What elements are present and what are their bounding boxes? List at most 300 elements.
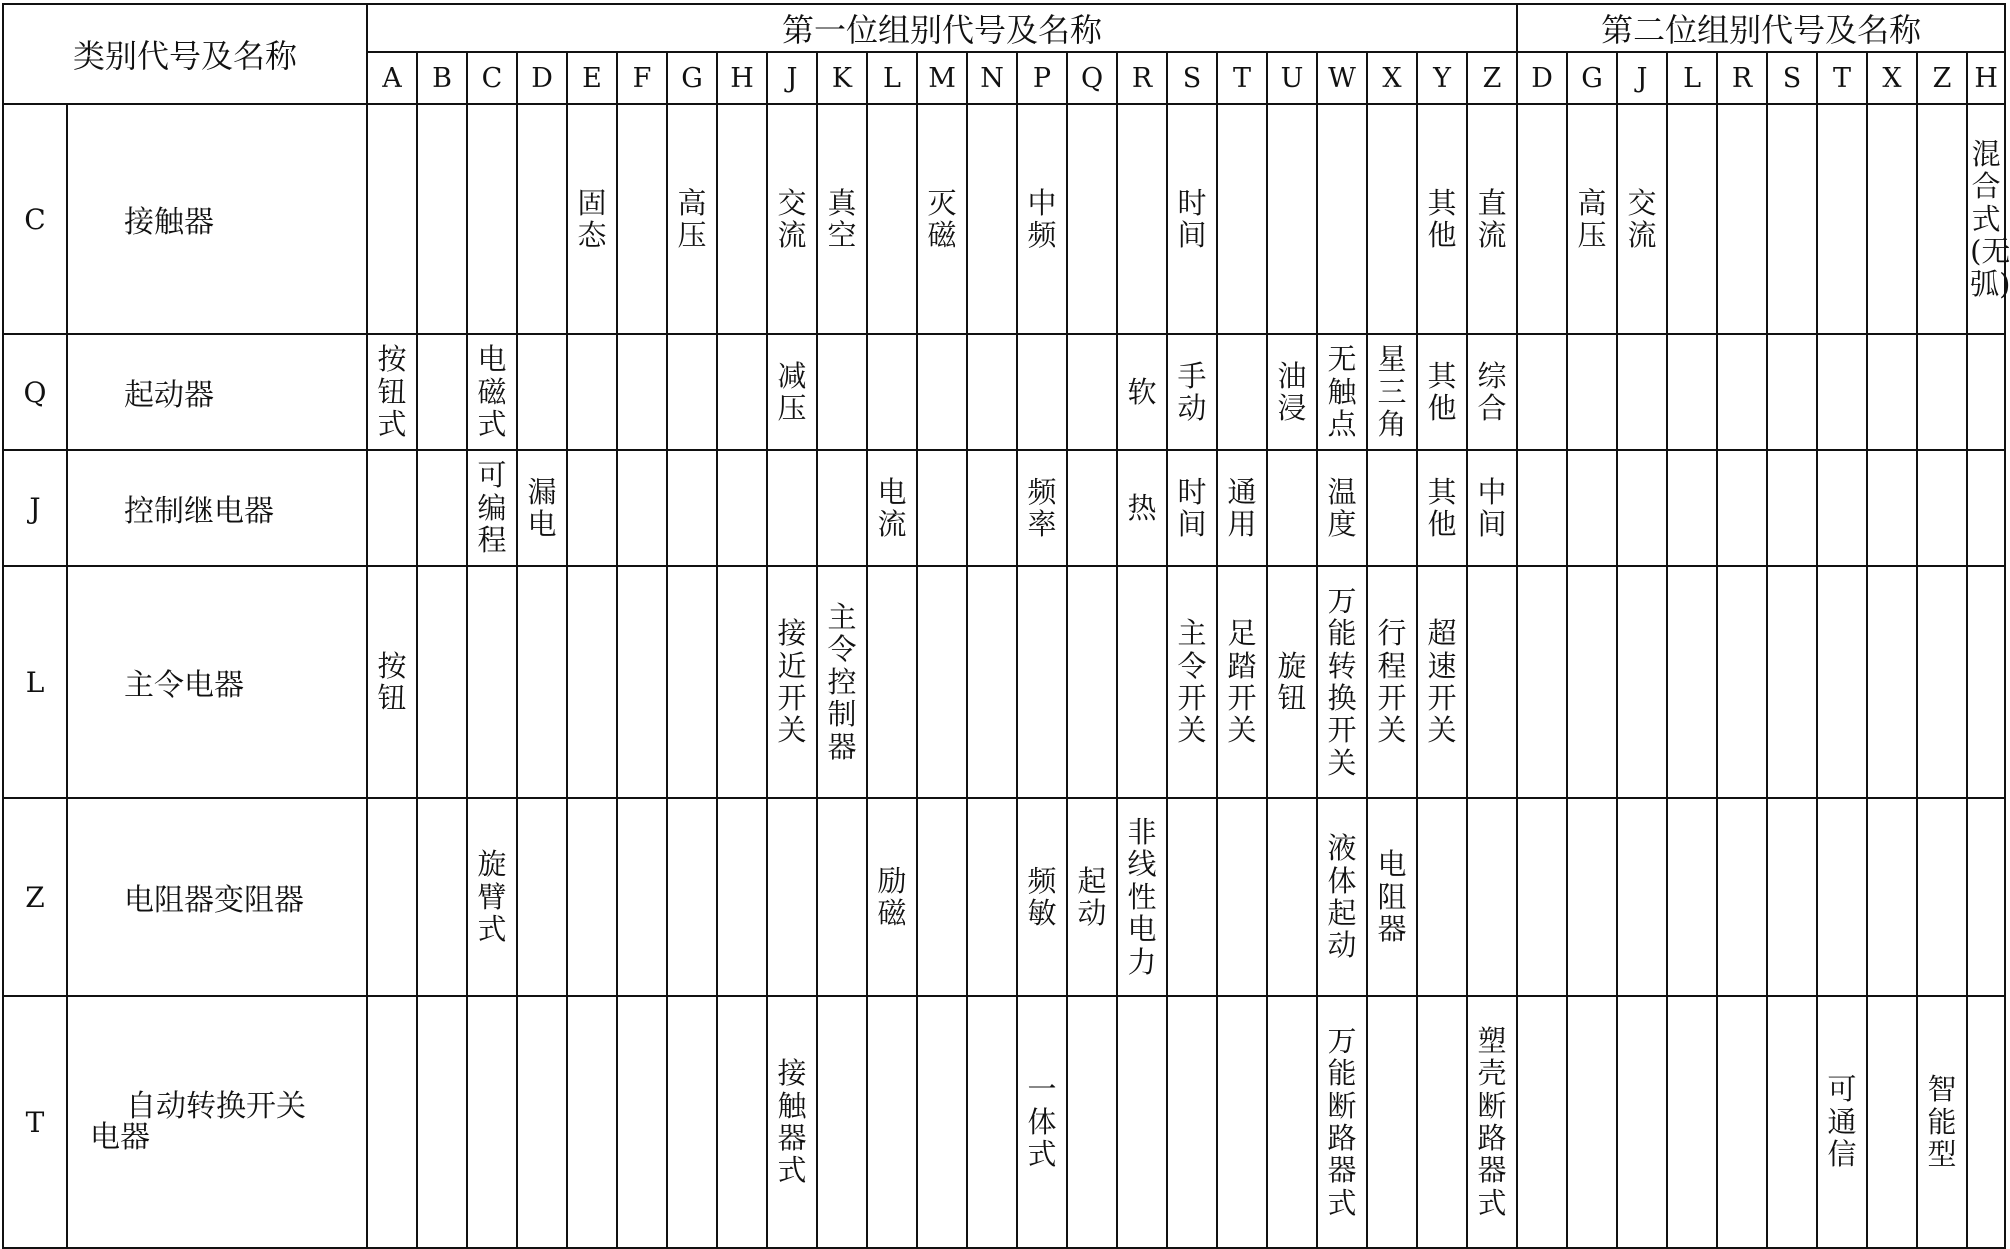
cell-text: 其他 (1427, 358, 1457, 425)
group1-cell-f (617, 334, 667, 450)
group1-cell-m (917, 798, 967, 996)
group1-code-m: M (917, 52, 967, 104)
cell-text: 软 (1127, 374, 1157, 409)
cell-text: 温度 (1327, 474, 1357, 541)
group1-cell-p (1017, 334, 1067, 450)
cell-text: 万能转换开关 (1327, 583, 1357, 780)
group1-code-j: J (767, 52, 817, 104)
group2-cell-l (1667, 450, 1717, 566)
group2-cell-j (1617, 566, 1667, 798)
cell-text: 油浸 (1277, 358, 1307, 425)
group1-code-f: F (617, 52, 667, 104)
group1-cell-u (1267, 334, 1317, 450)
group1-cell-p (1017, 566, 1067, 798)
group1-code-e: E (567, 52, 617, 104)
cell-text: 热 (1127, 490, 1157, 525)
group2-cell-t (1817, 566, 1867, 798)
group2-cell-x (1867, 334, 1917, 450)
group1-cell-q (1067, 334, 1117, 450)
group1-cell-s (1167, 566, 1217, 798)
group2-cell-h (1967, 104, 2010, 334)
group1-cell-a (367, 104, 417, 334)
cell-text: 通用 (1227, 474, 1257, 541)
group2-cell-l (1667, 996, 1717, 1248)
cell-text: 主令控制器 (827, 599, 857, 764)
group1-cell-r (1117, 450, 1167, 566)
group1-cell-p (1017, 798, 1067, 996)
group1-cell-j (767, 996, 817, 1248)
cell-text: 中间 (1477, 474, 1507, 541)
table-row (3, 104, 2005, 334)
group2-cell-t (1817, 798, 1867, 996)
cell-text: 星三角 (1377, 342, 1407, 442)
group1-cell-w (1317, 334, 1367, 450)
group1-cell-j (767, 334, 817, 450)
cell-text: 塑壳断路器式 (1477, 1023, 1507, 1220)
row-code: J (3, 450, 67, 566)
cell-text: 真空 (827, 185, 857, 252)
group1-code-p: P (1017, 52, 1067, 104)
cell-text: 中频 (1027, 185, 1057, 252)
group1-code-b: B (417, 52, 467, 104)
cell-text: 混合式(无弧) (1970, 136, 2010, 301)
group1-code-g: G (667, 52, 717, 104)
group1-cell-c (467, 996, 517, 1248)
group2-code-s: S (1767, 52, 1817, 104)
group2-cell-x (1867, 996, 1917, 1248)
group1-cell-g (667, 104, 717, 334)
cell-text: 其他 (1427, 474, 1457, 541)
group1-code-l: L (867, 52, 917, 104)
group1-cell-l (867, 334, 917, 450)
group2-cell-x (1867, 798, 1917, 996)
group1-cell-a (367, 996, 417, 1248)
group1-cell-d (517, 566, 567, 798)
table-row (3, 566, 2005, 798)
group1-cell-x (1367, 334, 1417, 450)
group1-cell-t (1217, 566, 1267, 798)
group1-cell-e (567, 798, 617, 996)
group1-cell-a (367, 798, 417, 996)
cell-text: 主令开关 (1177, 616, 1207, 748)
row-code: Q (3, 334, 67, 450)
cell-text: 超速开关 (1427, 616, 1457, 748)
group1-cell-u (1267, 450, 1317, 566)
group1-cell-u (1267, 104, 1317, 334)
group2-cell-z (1917, 334, 1967, 450)
group2-cell-z (1917, 566, 1967, 798)
cell-text: 固态 (577, 185, 607, 252)
group2-header: 第二位组别代号及名称 (1517, 4, 2005, 52)
group1-cell-n (967, 104, 1017, 334)
group1-cell-r (1117, 334, 1167, 450)
group1-cell-l (867, 104, 917, 334)
group2-cell-l (1667, 104, 1717, 334)
group1-cell-d (517, 798, 567, 996)
cell-text: 足踏开关 (1227, 616, 1257, 748)
group1-cell-l (867, 450, 917, 566)
cell-text: 励磁 (877, 863, 907, 930)
group2-cell-l (1667, 798, 1717, 996)
group1-cell-e (567, 334, 617, 450)
group2-cell-j (1617, 450, 1667, 566)
group1-cell-q (1067, 996, 1117, 1248)
group1-cell-x (1367, 566, 1417, 798)
group1-cell-n (967, 450, 1017, 566)
group1-cell-s (1167, 450, 1217, 566)
group1-cell-j (767, 450, 817, 566)
group1-cell-n (967, 996, 1017, 1248)
cell-text: 液体起动 (1327, 831, 1357, 963)
group2-cell-h (1967, 566, 2005, 798)
group1-code-c: C (467, 52, 517, 104)
group1-cell-r (1117, 798, 1167, 996)
cell-text: 非线性电力 (1127, 814, 1157, 979)
group1-cell-c (467, 104, 517, 334)
group1-code-a: A (367, 52, 417, 104)
group1-code-t: T (1217, 52, 1267, 104)
group1-cell-h (717, 996, 767, 1248)
group2-cell-l (1667, 334, 1717, 450)
group2-cell-j (1617, 104, 1667, 334)
cell-text: 时间 (1177, 185, 1207, 252)
cell-text: 电流 (877, 474, 907, 541)
group1-cell-m (917, 996, 967, 1248)
group1-cell-g (667, 450, 717, 566)
group1-cell-l (867, 566, 917, 798)
cell-text: 减压 (777, 358, 807, 425)
group1-cell-e (567, 996, 617, 1248)
group1-cell-s (1167, 104, 1217, 334)
group2-code-x: X (1867, 52, 1917, 104)
cell-text: 按钮 (377, 648, 407, 715)
group2-cell-t (1817, 104, 1867, 334)
group1-code-x: X (1367, 52, 1417, 104)
cell-text: 接触器式 (777, 1056, 807, 1188)
cell-text: 按钮式 (377, 342, 407, 442)
group1-cell-h (717, 566, 767, 798)
cell-text: 交流 (777, 185, 807, 252)
cell-text: 频敏 (1027, 863, 1057, 930)
category-header: 类别代号及名称 (3, 4, 367, 104)
cell-text: 智能型 (1927, 1072, 1957, 1172)
group2-cell-r (1717, 566, 1767, 798)
group1-cell-q (1067, 566, 1117, 798)
cell-text: 直流 (1477, 185, 1507, 252)
table-row (3, 798, 2005, 996)
group1-cell-j (767, 798, 817, 996)
group1-code-n: N (967, 52, 1017, 104)
group1-cell-l (867, 798, 917, 996)
group1-code-q: Q (1067, 52, 1117, 104)
group1-cell-m (917, 104, 967, 334)
group2-cell-x (1867, 450, 1917, 566)
group1-cell-z (1467, 996, 1517, 1248)
group1-cell-x (1367, 798, 1417, 996)
group1-cell-a (367, 450, 417, 566)
group1-code-w: W (1317, 52, 1367, 104)
group1-cell-g (667, 996, 717, 1248)
group1-cell-g (667, 334, 717, 450)
row-code: T (3, 996, 67, 1248)
cell-text: 灭磁 (927, 185, 957, 252)
group1-cell-h (717, 334, 767, 450)
row-name-line1: 自动转换开关 (126, 1088, 306, 1124)
group1-cell-y (1417, 996, 1467, 1248)
group1-cell-w (1317, 104, 1367, 334)
group2-cell-l (1667, 566, 1717, 798)
row-name: 接触器 (67, 104, 367, 334)
cell-text: 交流 (1627, 185, 1657, 252)
group1-cell-h (717, 104, 767, 334)
row-name-line2: 电器 (90, 1120, 150, 1155)
group1-cell-r (1117, 996, 1167, 1248)
group2-cell-s (1767, 798, 1817, 996)
group1-cell-b (417, 450, 467, 566)
cell-text: 可编程 (477, 458, 507, 558)
group2-cell-x (1867, 566, 1917, 798)
group1-cell-t (1217, 334, 1267, 450)
group1-cell-m (917, 334, 967, 450)
group1-cell-m (917, 450, 967, 566)
group2-cell-s (1767, 996, 1817, 1248)
group1-cell-a (367, 566, 417, 798)
group1-cell-k (817, 334, 867, 450)
group1-cell-h (717, 450, 767, 566)
group1-cell-j (767, 566, 817, 798)
group1-cell-s (1167, 996, 1217, 1248)
group1-cell-x (1367, 996, 1417, 1248)
group1-cell-r (1117, 566, 1167, 798)
group2-code-l: L (1667, 52, 1717, 104)
group1-cell-q (1067, 450, 1117, 566)
group1-cell-u (1267, 566, 1317, 798)
group1-cell-c (467, 566, 517, 798)
group1-cell-k (817, 104, 867, 334)
group1-cell-e (567, 104, 617, 334)
group1-cell-k (817, 450, 867, 566)
group1-cell-n (967, 566, 1017, 798)
group1-cell-z (1467, 798, 1517, 996)
cell-text: 其他 (1427, 185, 1457, 252)
group2-cell-t (1817, 996, 1867, 1248)
group2-cell-d (1517, 798, 1567, 996)
group2-cell-h (1967, 798, 2005, 996)
group2-cell-t (1817, 334, 1867, 450)
group1-cell-f (617, 798, 667, 996)
group1-cell-w (1317, 450, 1367, 566)
group1-cell-f (617, 996, 667, 1248)
group1-cell-k (817, 566, 867, 798)
group2-cell-r (1717, 104, 1767, 334)
cell-text: 旋臂式 (477, 847, 507, 947)
group2-cell-s (1767, 334, 1817, 450)
group1-cell-y (1417, 566, 1467, 798)
group1-cell-b (417, 798, 467, 996)
group1-code-u: U (1267, 52, 1317, 104)
table-row (3, 450, 2005, 566)
cell-text: 时间 (1177, 474, 1207, 541)
group1-code-s: S (1167, 52, 1217, 104)
group1-cell-y (1417, 798, 1467, 996)
group2-cell-z (1917, 104, 1967, 334)
group2-cell-z (1917, 798, 1967, 996)
group2-cell-d (1517, 566, 1567, 798)
group1-cell-z (1467, 334, 1517, 450)
group1-cell-d (517, 996, 567, 1248)
cell-text: 接近开关 (777, 616, 807, 748)
group2-code-t: T (1817, 52, 1867, 104)
group2-cell-d (1517, 996, 1567, 1248)
group1-cell-d (517, 450, 567, 566)
group1-cell-b (417, 566, 467, 798)
group2-cell-g (1567, 104, 1617, 334)
row-code: C (3, 104, 67, 334)
group1-cell-r (1117, 104, 1167, 334)
group1-cell-t (1217, 996, 1267, 1248)
group2-cell-h (1967, 996, 2005, 1248)
group1-cell-w (1317, 798, 1367, 996)
group2-cell-j (1617, 798, 1667, 996)
row-name: 控制继电器 (67, 450, 367, 566)
group1-cell-e (567, 566, 617, 798)
group1-cell-x (1367, 104, 1417, 334)
group1-cell-j (767, 104, 817, 334)
group1-cell-u (1267, 798, 1317, 996)
group2-cell-d (1517, 104, 1567, 334)
group1-cell-p (1017, 996, 1067, 1248)
cell-text: 频率 (1027, 474, 1057, 541)
group2-cell-h (1967, 450, 2005, 566)
group1-code-y: Y (1417, 52, 1467, 104)
group1-cell-f (617, 450, 667, 566)
group1-cell-x (1367, 450, 1417, 566)
group1-cell-h (717, 798, 767, 996)
group1-cell-u (1267, 996, 1317, 1248)
group2-cell-s (1767, 450, 1817, 566)
group1-cell-n (967, 334, 1017, 450)
group1-cell-s (1167, 798, 1217, 996)
row-name: 主令电器 (67, 566, 367, 798)
group1-cell-q (1067, 798, 1117, 996)
group1-header: 第一位组别代号及名称 (367, 4, 1517, 52)
group1-cell-q (1067, 104, 1117, 334)
group2-code-h: H (1967, 52, 2005, 104)
row-name: 电阻器变阻器 (67, 798, 367, 996)
group1-cell-y (1417, 104, 1467, 334)
group1-cell-a (367, 334, 417, 450)
group1-cell-b (417, 334, 467, 450)
group2-code-g: G (1567, 52, 1617, 104)
group2-cell-d (1517, 334, 1567, 450)
group1-cell-c (467, 334, 517, 450)
group1-code-z: Z (1467, 52, 1517, 104)
group2-cell-z (1917, 996, 1967, 1248)
group1-cell-z (1467, 566, 1517, 798)
group2-cell-s (1767, 566, 1817, 798)
group1-cell-b (417, 996, 467, 1248)
table-row (3, 996, 2005, 1248)
group1-cell-s (1167, 334, 1217, 450)
group1-cell-y (1417, 334, 1467, 450)
group2-code-j: J (1617, 52, 1667, 104)
classification-table (2, 3, 2010, 1249)
group1-cell-k (817, 996, 867, 1248)
group1-cell-c (467, 798, 517, 996)
group2-cell-g (1567, 798, 1617, 996)
group1-cell-z (1467, 450, 1517, 566)
cell-text: 一体式 (1027, 1072, 1057, 1172)
group2-cell-r (1717, 450, 1767, 566)
group1-cell-g (667, 798, 717, 996)
group1-cell-g (667, 566, 717, 798)
row-code: Z (3, 798, 67, 996)
cell-text: 旋钮 (1277, 648, 1307, 715)
cell-text: 可通信 (1827, 1072, 1857, 1172)
cell-text: 高压 (1577, 185, 1607, 252)
group2-cell-s (1767, 104, 1817, 334)
group1-cell-p (1017, 450, 1067, 566)
group2-code-z: Z (1917, 52, 1967, 104)
cell-text: 高压 (677, 185, 707, 252)
group1-cell-l (867, 996, 917, 1248)
group2-cell-r (1717, 996, 1767, 1248)
group2-cell-x (1867, 104, 1917, 334)
group1-code-h: H (717, 52, 767, 104)
cell-text: 电阻器 (1377, 847, 1407, 947)
group1-cell-b (417, 104, 467, 334)
cell-text: 电磁式 (477, 342, 507, 442)
group2-cell-r (1717, 334, 1767, 450)
group2-cell-g (1567, 450, 1617, 566)
group1-cell-t (1217, 104, 1267, 334)
cell-text: 漏电 (527, 474, 557, 541)
group1-cell-f (617, 566, 667, 798)
group1-cell-m (917, 566, 967, 798)
group1-code-r: R (1117, 52, 1167, 104)
group2-cell-g (1567, 566, 1617, 798)
cell-text: 起动 (1077, 863, 1107, 930)
group2-cell-d (1517, 450, 1567, 566)
table-row (3, 334, 2005, 450)
group2-cell-g (1567, 334, 1617, 450)
group1-cell-d (517, 104, 567, 334)
cell-text: 行程开关 (1377, 616, 1407, 748)
group2-code-r: R (1717, 52, 1767, 104)
group1-cell-z (1467, 104, 1517, 334)
group1-cell-n (967, 798, 1017, 996)
group1-cell-w (1317, 566, 1367, 798)
group1-cell-f (617, 104, 667, 334)
group1-cell-p (1017, 104, 1067, 334)
group1-code-k: K (817, 52, 867, 104)
row-name: 起动器 (67, 334, 367, 450)
group1-cell-w (1317, 996, 1367, 1248)
cell-text: 手动 (1177, 358, 1207, 425)
cell-text: 无触点 (1327, 342, 1357, 442)
cell-text: 万能断路器式 (1327, 1023, 1357, 1220)
group2-cell-h (1967, 334, 2005, 450)
group2-cell-j (1617, 996, 1667, 1248)
group1-cell-y (1417, 450, 1467, 566)
group2-cell-z (1917, 450, 1967, 566)
group1-cell-d (517, 334, 567, 450)
group1-cell-c (467, 450, 517, 566)
group1-cell-t (1217, 798, 1267, 996)
group2-cell-g (1567, 996, 1617, 1248)
group1-cell-k (817, 798, 867, 996)
group2-cell-j (1617, 334, 1667, 450)
